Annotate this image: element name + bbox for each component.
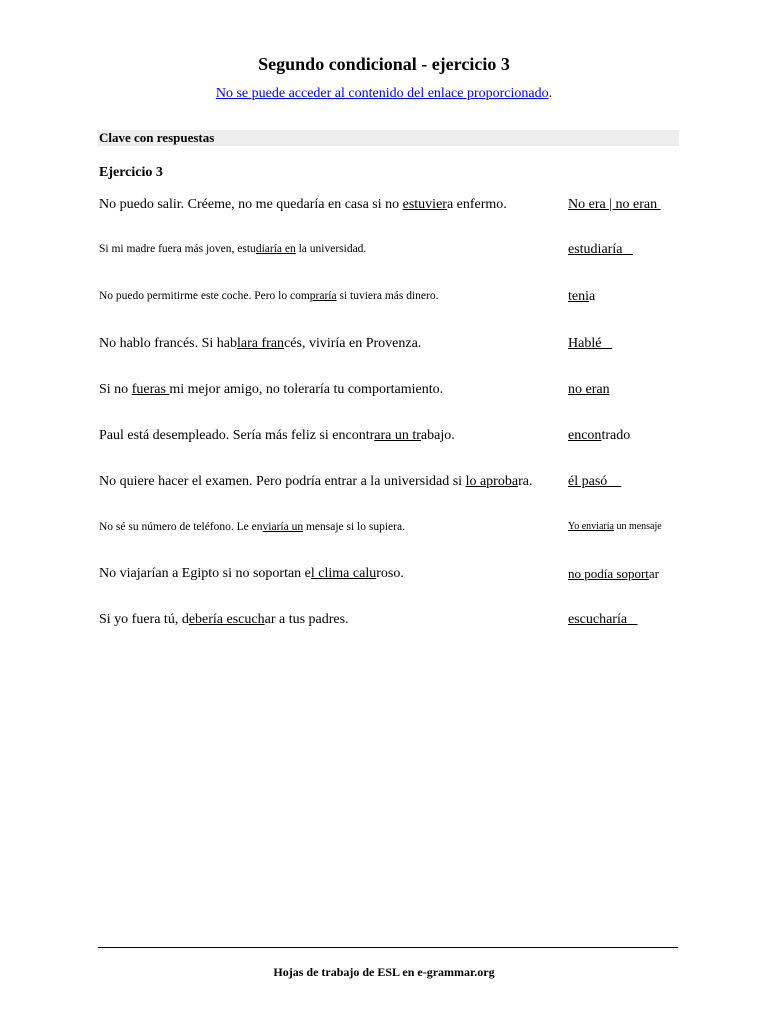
item-sentence: No sé su número de teléfono. Le enviaría un mensaje si lo supiera. bbox=[99, 521, 405, 533]
item-sentence: No hablo francés. Si hablara francés, viviría en Provenza. bbox=[99, 336, 422, 351]
item-sentence: Si yo fuera tú, debería escuchar a tus padres. bbox=[99, 612, 349, 627]
item-sentence: No viajarían a Egipto si no soportan el clima caluroso. bbox=[99, 566, 404, 581]
item-answer: no eran bbox=[568, 382, 610, 397]
answer-key-header: Clave con respuestas bbox=[98, 130, 679, 146]
item-answer: tenia bbox=[568, 289, 596, 304]
item-answer: Yo enviaría un mensaje bbox=[568, 521, 662, 532]
footer-text: Hojas de trabajo de ESL en e-grammar.org bbox=[273, 965, 495, 979]
item-sentence: Paul está desempleado. Sería más feliz si encontrara un trabajo. bbox=[99, 428, 455, 443]
item-answer: no podía soportar bbox=[568, 566, 659, 581]
page-title: Segundo condicional - ejercicio 3 bbox=[258, 54, 510, 74]
footer-divider bbox=[98, 947, 678, 948]
exercise-heading: Ejercicio 3 bbox=[99, 165, 163, 180]
item-answer: No era | no eran bbox=[568, 197, 661, 212]
item-sentence: No quiere hacer el examen. Pero podría entrar a la universidad si lo aprobara. bbox=[99, 474, 533, 489]
item-sentence: No puedo permitirme este coche. Pero lo compraría si tuviera más dinero. bbox=[99, 290, 439, 302]
subtitle-line bbox=[0, 86, 768, 102]
item-answer: encontrado bbox=[568, 428, 631, 443]
item-answer: Hablé bbox=[568, 336, 612, 351]
item-answer: él pasó bbox=[568, 474, 622, 489]
item-answer: estudiaría bbox=[568, 242, 633, 257]
subtitle-period: . bbox=[548, 86, 553, 101]
item-sentence: No puedo salir. Créeme, no me quedaría en casa si no estuviera enfermo. bbox=[99, 197, 507, 212]
item-answer: escucharía bbox=[568, 612, 638, 627]
source-link[interactable]: No se puede acceder al contenido del enlace proporcionado bbox=[215, 86, 549, 101]
item-sentence: Si no fueras mi mejor amigo, no toleraría tu comportamiento. bbox=[99, 382, 444, 397]
item-sentence: Si mi madre fuera más joven, estudiaría en la universidad. bbox=[99, 243, 367, 255]
